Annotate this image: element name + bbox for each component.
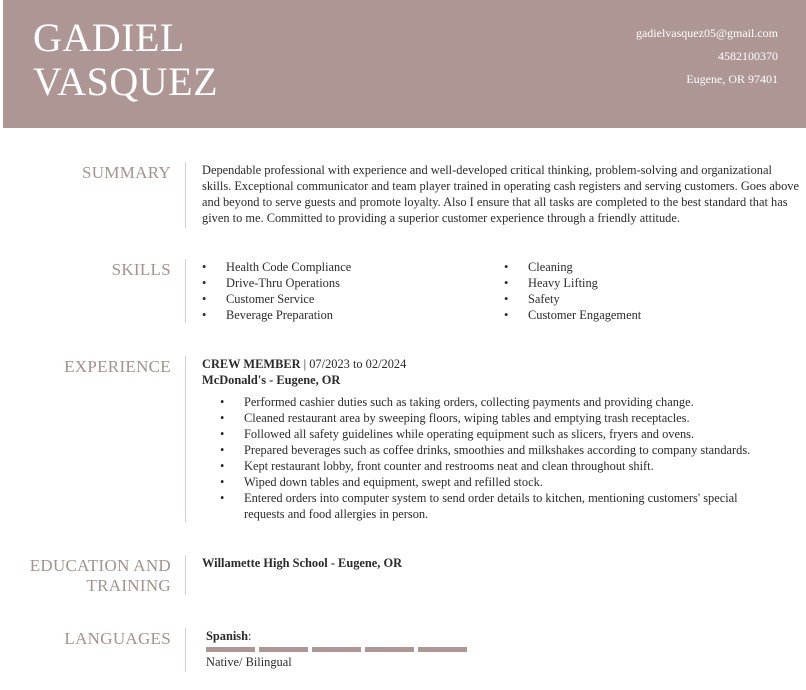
proficiency-segment — [418, 647, 467, 652]
duty-item: • Wiped down tables and equipment, swept and refilled stock. — [202, 474, 772, 490]
duty-item: • Cleaned restaurant area by sweeping floors, wiping tables and emptying trash receptacles. — [202, 410, 772, 426]
resume-header — [3, 0, 806, 128]
skills-title: SKILLS — [111, 260, 171, 279]
summary-title: SUMMARY — [81, 163, 171, 182]
proficiency-segment — [206, 647, 255, 652]
email-text: gadielvasquez05@gmail.com — [635, 26, 778, 40]
contact-info — [636, 22, 778, 91]
first-name: GADIEL — [33, 15, 185, 60]
experience-title: EXPERIENCE — [64, 357, 171, 376]
section-divider — [185, 555, 186, 595]
language-line — [206, 628, 467, 644]
proficiency-segment — [259, 647, 308, 652]
languages-title: LANGUAGES — [64, 629, 171, 648]
skill-item: • Heavy Lifting — [504, 275, 784, 291]
location-text: Eugene, OR 97401 — [686, 72, 778, 86]
duty-item: • Performed cashier duties such as taking orders, collecting payments and providing change. — [202, 394, 772, 410]
skill-item: • Customer Engagement — [504, 307, 784, 323]
duty-item: • Followed all safety guidelines while operating equipment such as slicers, fryers and ovens. — [202, 426, 772, 442]
proficiency-segment — [365, 647, 414, 652]
phone-text: 4582100370 — [718, 49, 778, 63]
section-divider — [185, 162, 186, 228]
summary-text: Dependable professional with experience and well-developed critical thinking, problem-solving and organizational skills. Exceptional communicator and team player trained in operating cash registers and serving customers. Goes above and beyond to serve guests and promote loyalty. Also I ensure that all tasks are completed to the best standard that has given to me. Committed to providing a superior customer experience through a friendly attitude. — [202, 163, 799, 225]
section-divider — [185, 259, 186, 323]
duty-item: • Entered orders into computer system to send order details to kitchen, mentioning customers' special requests and food allergies in person. — [202, 490, 772, 522]
skill-item: • Beverage Preparation — [202, 307, 482, 323]
education-title — [30, 556, 171, 596]
skills-column-left — [202, 259, 482, 323]
language-entry — [206, 628, 467, 670]
skill-item: • Cleaning — [504, 259, 784, 275]
job-heading — [202, 356, 802, 372]
skill-item: • Safety — [504, 291, 784, 307]
last-name: VASQUEZ — [33, 59, 219, 104]
education-title-line: TRAINING — [86, 576, 171, 595]
employer: McDonald's - Eugene, OR — [202, 373, 341, 387]
job-dates: | 07/2023 to 02/2024 — [300, 357, 407, 371]
section-divider — [185, 356, 186, 522]
duty-item: • Prepared beverages such as coffee drinks, smoothies and milkshakes according to company standards. — [202, 442, 772, 458]
language-level: Native/ Bilingual — [206, 655, 292, 669]
duties-list — [202, 394, 772, 522]
experience-entry — [202, 356, 802, 522]
language-separator: : — [248, 629, 252, 643]
school-name: Willamette High School - Eugene, OR — [202, 556, 403, 570]
education-title-line: EDUCATION AND — [29, 556, 171, 575]
duty-item: • Kept restaurant lobby, front counter and restrooms neat and clean throughout shift. — [202, 458, 772, 474]
proficiency-segment — [312, 647, 361, 652]
language-proficiency-bar — [206, 647, 467, 652]
skills-list — [202, 259, 802, 323]
candidate-name — [33, 16, 218, 104]
skill-item: • Health Code Compliance — [202, 259, 482, 275]
section-divider — [185, 628, 186, 672]
skills-column-right — [504, 259, 784, 323]
job-title: CREW MEMBER — [202, 357, 301, 371]
language-name: Spanish — [206, 629, 249, 643]
skill-item: • Customer Service — [202, 291, 482, 307]
skill-item: • Drive-Thru Operations — [202, 275, 482, 291]
